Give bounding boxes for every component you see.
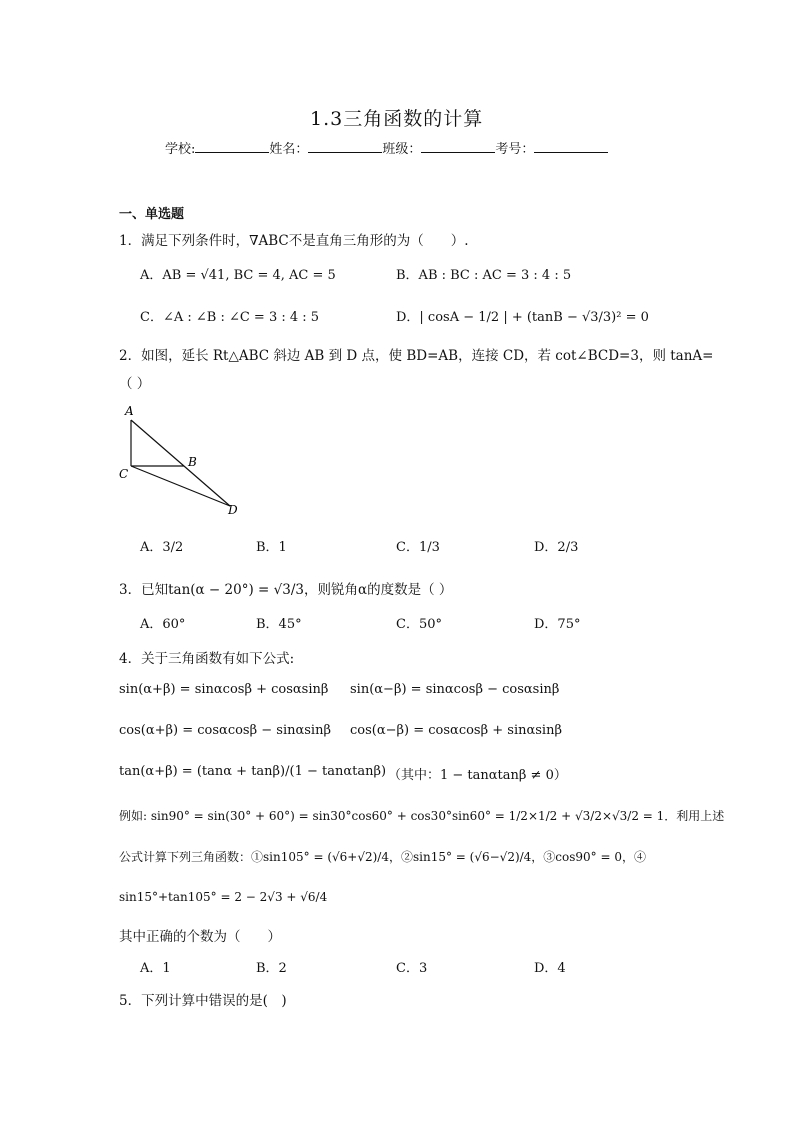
q4-option-b: B．2 — [256, 961, 287, 976]
q4-formula-sin-sum: sin(α+β) = sinαcosβ + cosαsinβ — [119, 682, 329, 697]
q3-option-d: D．75° — [534, 617, 581, 632]
q4-formula-sin-diff: sin(α−β) = sinαcosβ − cosαsinβ — [350, 682, 560, 697]
q1-option-c: C．∠A : ∠B : ∠C = 3 : 4 : 5 — [140, 310, 320, 325]
q4-ask: 其中正确的个数为（ ） — [119, 929, 281, 945]
q3-option-b: B．45° — [256, 617, 302, 632]
q2-stem-paren: （ ） — [119, 376, 151, 392]
class-field[interactable] — [421, 140, 495, 153]
q2-stem: 2．如图，延长 Rt△ABC 斜边 AB 到 D 点，使 BD=AB，连接 CD，若 cot∠BCD=3，则 tanA= — [119, 348, 714, 364]
q4-stem: 4．关于三角函数有如下公式: — [119, 651, 295, 667]
q5-stem: 5．下列计算中错误的是( ) — [119, 993, 287, 1009]
segment-ad — [131, 420, 230, 506]
section-heading: 一、单选题 — [119, 207, 185, 222]
q4-statement-4: sin15°+tan105° = 2 − 2√3 + √6/4 — [119, 890, 328, 904]
q2-option-c: C．1/3 — [396, 540, 440, 555]
label-d: D — [228, 503, 238, 517]
name-field[interactable] — [308, 140, 382, 153]
q2-option-b: B．1 — [256, 540, 287, 555]
number-label: 考号： — [495, 142, 535, 157]
label-b: B — [188, 455, 197, 469]
label-c: C — [119, 467, 129, 481]
page-title: 1.3三角函数的计算 — [310, 108, 484, 130]
q4-formula-tan-sum: tan(α+β) = (tanα + tanβ)/(1 − tanαtanβ) — [119, 764, 387, 779]
q3-option-a: A．60° — [140, 617, 186, 632]
q4-formula-cos-diff: cos(α−β) = cosαcosβ + sinαsinβ — [350, 723, 562, 738]
name-label: 姓名： — [269, 142, 309, 157]
school-field[interactable] — [195, 140, 269, 153]
q1-option-a: A．AB = √41, BC = 4, AC = 5 — [140, 268, 336, 283]
school-label: 学校: — [165, 142, 196, 157]
q4-formula-cos-sum: cos(α+β) = cosαcosβ − sinαsinβ — [119, 723, 331, 738]
q1-stem: 1．满足下列条件时，∇ABC不是直角三角形的为（ ）. — [119, 233, 469, 249]
q3-option-c: C．50° — [396, 617, 442, 632]
q1-option-b: B．AB : BC : AC = 3 : 4 : 5 — [396, 268, 572, 283]
segment-cd — [131, 466, 230, 506]
q4-statements: 公式计算下列三角函数：①sin105° = (√6+√2)/4，②sin15° = (√6−√2)/4，③cos90° = 0，④ — [119, 850, 646, 864]
q2-option-d: D．2/3 — [534, 540, 579, 555]
q4-option-c: C．3 — [396, 961, 428, 976]
student-info-line — [165, 138, 608, 157]
q3-stem: 3．已知tan(α − 20°) = √3/3，则锐角α的度数是（ ） — [119, 582, 453, 598]
q2-figure — [112, 400, 252, 520]
q2-option-a: A．3/2 — [140, 540, 184, 555]
q4-option-a: A．1 — [140, 961, 171, 976]
q4-example: 例如: sin90° = sin(30° + 60°) = sin30°cos60° + cos30°sin60° = 1/2×1/2 + √3/2×√3/2 = 1．利用上述 — [119, 809, 725, 823]
label-a: A — [125, 404, 134, 418]
class-label: 班级： — [382, 142, 422, 157]
number-field[interactable] — [534, 140, 608, 153]
q4-option-d: D．4 — [534, 961, 566, 976]
q4-formula-tan-note: （其中：1 − tanαtanβ ≠ 0） — [388, 768, 567, 783]
q1-option-d: D．| cosA − 1/2 | + (tanB − √3/3)² = 0 — [396, 310, 649, 325]
